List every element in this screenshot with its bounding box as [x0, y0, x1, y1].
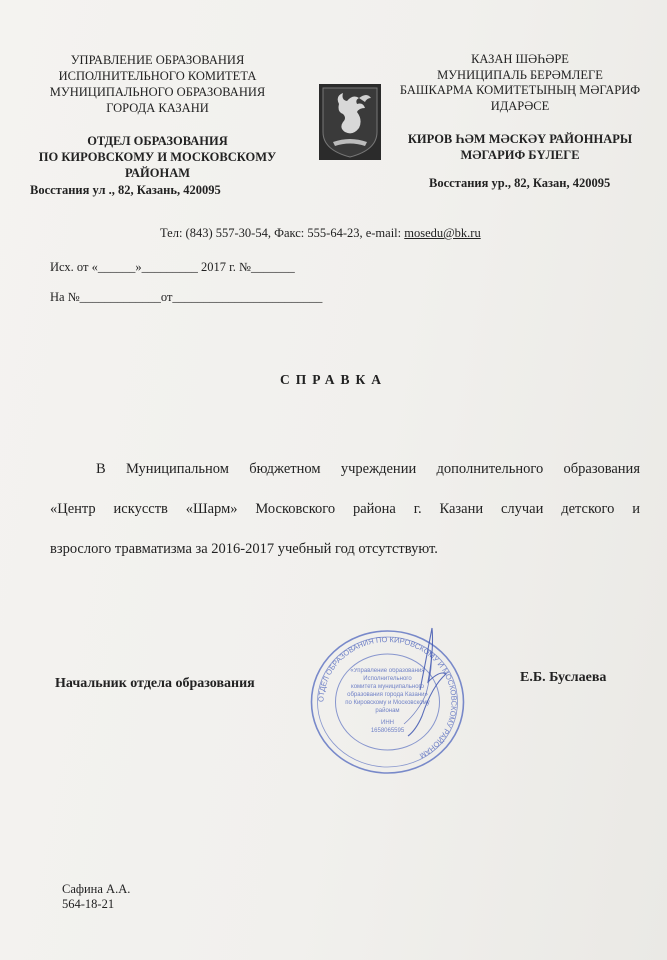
signer-position: Начальник отдела образования — [55, 676, 255, 691]
contacts-text: Тел: (843) 557-30-54, Факс: 555-64-23, e-mail: — [160, 226, 405, 240]
header-right-org-line: БАШКАРМА КОМИТЕТЫНЫҢ МӘГАРИФ — [399, 83, 641, 97]
header-right-org-line: КАЗАН ШӘҺӘРЕ — [471, 52, 569, 66]
body-paragraph — [50, 449, 640, 569]
body-line: В Муниципальном бюджетном учреждении дополнительного образования — [96, 461, 640, 477]
header-left-address: Восстания ул ., 82, Казань, 420095 — [30, 183, 221, 197]
contacts-line — [160, 226, 481, 241]
header-right-dept — [395, 132, 645, 163]
header-left — [30, 52, 285, 198]
document-title: СПРАВКА — [279, 372, 388, 387]
header-left-org-line: ИСПОЛНИТЕЛЬНОГО КОМИТЕТА — [58, 69, 257, 83]
stamp-ring-text: ОТДЕЛ ОБРАЗОВАНИЯ ПО КИРОВСКОМУ И МОСКОВСКОМУ РАЙОНАМ — [316, 634, 459, 761]
outgoing-reference: Исх. от «______»_________ 2017 г. №_______ — [50, 260, 295, 274]
stamp-inn-number: 1658065595 — [370, 728, 405, 734]
stamp-center-line: Исполнительного — [363, 676, 412, 682]
header-left-org-line: МУНИЦИПАЛЬНОГО ОБРАЗОВАНИЯ — [49, 85, 266, 99]
header-right-org — [395, 52, 645, 114]
performer-name: Сафина А.А. — [62, 882, 131, 896]
header-left-org-line: УПРАВЛЕНИЕ ОБРАЗОВАНИЯ — [70, 53, 245, 67]
email-link[interactable]: mosedu@bk.ru — [404, 226, 481, 240]
header-right-address: Восстания ур., 82, Казан, 420095 — [429, 176, 611, 190]
header-left-org — [30, 52, 285, 116]
official-stamp — [300, 620, 475, 785]
kazan-emblem-icon — [319, 84, 381, 160]
stamp-center-line: районам — [375, 708, 400, 714]
header-right-dept-line: МӘГАРИФ БҮЛЕГЕ — [460, 147, 580, 162]
header-left-dept-line: ОТДЕЛ ОБРАЗОВАНИЯ — [87, 134, 228, 148]
stamp-center-line: по Кировскому и Московскому — [345, 700, 430, 706]
header-right — [395, 52, 645, 192]
header-left-dept-line: РАЙОНАМ — [124, 166, 191, 180]
stamp-center-line: «Управление образования — [350, 668, 425, 674]
header-right-org-line: ИДАРӘСЕ — [490, 98, 550, 113]
body-line: «Центр искусств «Шарм» Московского района г. Казани случаи детского и — [50, 501, 640, 517]
incoming-reference: На №_____________от________________________ — [50, 290, 323, 304]
stamp-center-line: комитета муниципального — [351, 684, 424, 690]
header-left-org-line: ГОРОДА КАЗАНИ — [106, 101, 209, 115]
performer-block — [62, 882, 130, 912]
stamp-center-line: образования города Казани» — [347, 692, 428, 698]
body-line: взрослого травматизма за 2016-2017 учебный год отсутствуют. — [50, 541, 438, 557]
performer-phone: 564-18-21 — [62, 897, 115, 911]
signer-name: Е.Б. Буслаева — [520, 670, 607, 685]
header-left-dept-line: ПО КИРОВСКОМУ И МОСКОВСКОМУ — [38, 150, 277, 164]
header-right-dept-line: КИРОВ ҺӘМ МӘСКӘҮ РАЙОННАРЫ — [407, 132, 633, 146]
header-left-dept — [30, 133, 285, 181]
header-right-org-line: МУНИЦИПАЛЬ БЕРӘМЛЕГЕ — [437, 67, 603, 82]
stamp-inn-label: ИНН — [381, 720, 394, 726]
